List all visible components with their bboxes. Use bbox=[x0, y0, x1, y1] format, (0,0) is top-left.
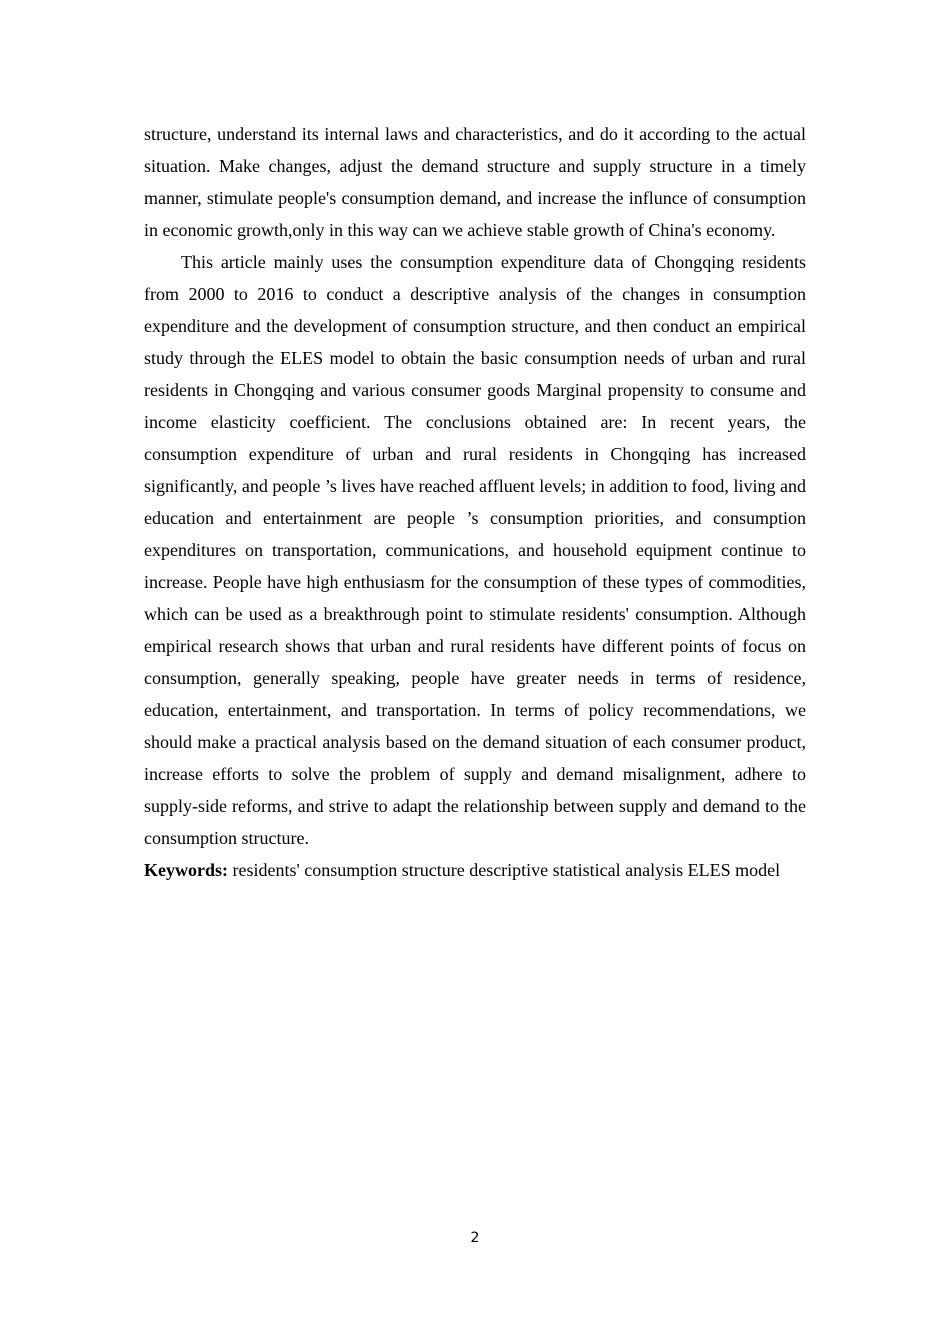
abstract-paragraph-continuation: structure, understand its internal laws and characteristics, and do it according to the actual situation. Make changes, adjust the demand structure and supply structure in a timely manner, stimulate people's consumption demand, and increase the influnce of consumption in economic growth,only in this way can we achieve stable growth of China's economy. bbox=[144, 124, 806, 240]
keywords-text: residents' consumption structure descriptive statistical analysis ELES model bbox=[232, 860, 781, 880]
page-number: 2 bbox=[470, 1230, 480, 1246]
keywords-label: Keywords: bbox=[144, 860, 228, 880]
keywords-line bbox=[144, 854, 806, 886]
abstract-body bbox=[144, 118, 806, 886]
abstract-paragraph-summary: This article mainly uses the consumption expenditure data of Chongqing residents from 2000 to 2016 to conduct a descriptive analysis of the changes in consumption expenditure and the development of consumption structure, and then conduct an empirical study through the ELES model to obtain the basic consumption needs of urban and rural residents in Chongqing and various consumer goods Marginal propensity to consume and income elasticity coefficient. The conclusions obtained are: In recent years, the consumption expenditure of urban and rural residents in Chongqing has increased significantly, and people ’s lives have reached affluent levels; in addition to food, living and education and entertainment are people ’s consumption priorities, and consumption expenditures on transportation, communications, and household equipment continue to increase. People have high enthusiasm for the consumption of these types of commodities, which can be used as a breakthrough point to stimulate residents' consumption. Although empirical research shows that urban and rural residents have different points of focus on consumption, generally speaking, people have greater needs in terms of residence, education, entertainment, and transportation. In terms of policy recommendations, we should make a practical analysis based on the demand situation of each consumer product, increase efforts to solve the problem of supply and demand misalignment, adhere to supply-side reforms, and strive to adapt the relationship between supply and demand to the consumption structure. bbox=[144, 252, 806, 848]
